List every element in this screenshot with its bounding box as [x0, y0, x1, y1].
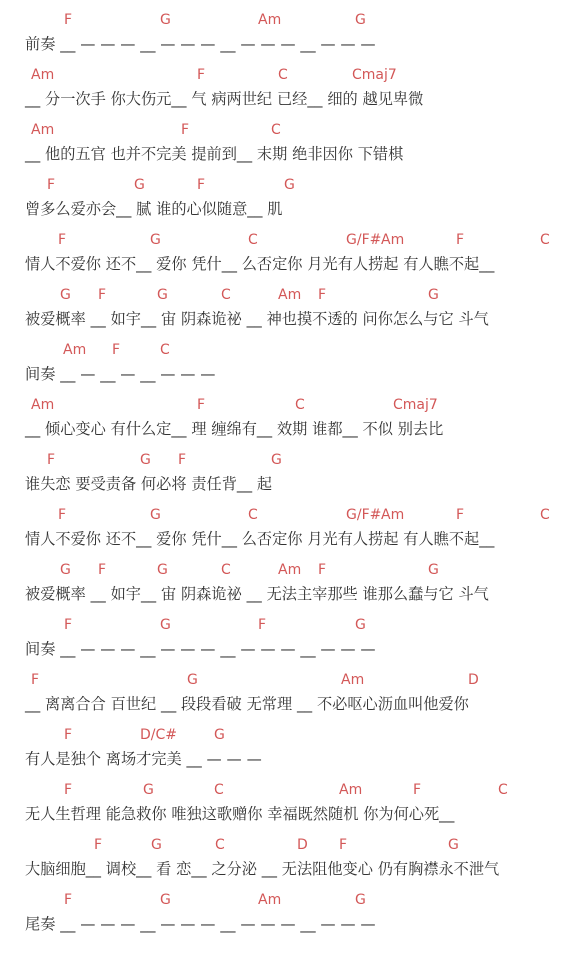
chord: G	[157, 562, 168, 578]
chord: Am	[278, 287, 302, 303]
chord: F	[64, 892, 73, 908]
chord: F	[98, 287, 107, 303]
chord: C	[214, 782, 224, 798]
chord: C	[248, 507, 258, 523]
song-line	[0, 617, 577, 672]
song-line	[0, 342, 577, 397]
chord: G	[428, 287, 439, 303]
lyric: 谁失恋 要受责备 何必将 责任背__ 起	[25, 475, 273, 493]
chord: G	[271, 452, 282, 468]
chord: F	[318, 287, 327, 303]
chord: C	[278, 67, 288, 83]
chord: F	[47, 177, 56, 193]
song-line	[0, 232, 577, 287]
lyric: 间奏 __ — __ — __ — — —	[25, 365, 216, 383]
chord: Am	[381, 232, 405, 248]
chord: D	[468, 672, 479, 688]
chord: Am	[258, 892, 282, 908]
song-line	[0, 727, 577, 782]
chord: C	[271, 122, 281, 138]
chord: F	[64, 727, 73, 743]
chord: F	[258, 617, 267, 633]
chord: Am	[339, 782, 363, 798]
chord: F	[339, 837, 348, 853]
lyric: 被爱概率 __ 如宇__ 宙 阴森诡祕 __ 神也摸不透的 问你怎么与它 斗气	[25, 310, 489, 328]
chord: Am	[341, 672, 365, 688]
chord: C	[540, 232, 550, 248]
chord: C	[160, 342, 170, 358]
lyric: __ 倾心变心 有什么定__ 理 缠绵有__ 效期 谁都__ 不似 别去比	[25, 420, 444, 438]
chord: G	[143, 782, 154, 798]
chord: G	[60, 562, 71, 578]
lyric: 尾奏 __ — — — __ — — — __ — — — __ — — —	[25, 915, 376, 933]
chord: F	[58, 232, 67, 248]
chord: G	[151, 837, 162, 853]
chord: G/F#	[346, 232, 382, 248]
song-line	[0, 122, 577, 177]
song-line	[0, 452, 577, 507]
song-line	[0, 177, 577, 232]
lyric: __ 离离合合 百世纪 __ 段段看破 无常理 __ 不必呕心沥血叫他爱你	[25, 695, 469, 713]
chord: G	[284, 177, 295, 193]
chord: C	[295, 397, 305, 413]
chord: F	[64, 782, 73, 798]
chord: F	[456, 507, 465, 523]
lyric: 前奏 __ — — — __ — — — __ — — — __ — — —	[25, 35, 376, 53]
chord: G	[187, 672, 198, 688]
lyric: 无人生哲理 能急救你 唯独这歌赠你 幸福既然随机 你为何心死__	[25, 805, 455, 823]
chord: G	[157, 287, 168, 303]
lyric: 情人不爱你 还不__ 爱你 凭什__ 么否定你 月光有人捞起 有人瞧不起__	[25, 530, 495, 548]
chord: Am	[31, 122, 55, 138]
chord: F	[456, 232, 465, 248]
chord: G	[214, 727, 225, 743]
chord: F	[31, 672, 40, 688]
chord: F	[98, 562, 107, 578]
chord: G	[60, 287, 71, 303]
chord: Am	[63, 342, 87, 358]
song-line	[0, 562, 577, 617]
lyric: 被爱概率 __ 如宇__ 宙 阴森诡祕 __ 无法主宰那些 谁那么蠢与它 斗气	[25, 585, 489, 603]
chord: F	[178, 452, 187, 468]
chord: F	[197, 397, 206, 413]
chord: F	[413, 782, 422, 798]
chord: D/C#	[140, 727, 178, 743]
chord: F	[64, 12, 73, 28]
chord: G	[355, 617, 366, 633]
chord: F	[47, 452, 56, 468]
chord: G	[134, 177, 145, 193]
chord: G	[355, 892, 366, 908]
chord: F	[112, 342, 121, 358]
chord: G	[160, 617, 171, 633]
chord: G/F#	[346, 507, 382, 523]
lyric: 间奏 __ — — — __ — — — __ — — — __ — — —	[25, 640, 376, 658]
chord: C	[221, 287, 231, 303]
chord: C	[215, 837, 225, 853]
song-line	[0, 507, 577, 562]
chord: Am	[278, 562, 302, 578]
chord: C	[221, 562, 231, 578]
song-line	[0, 782, 577, 837]
chord: Am	[381, 507, 405, 523]
chord: F	[197, 67, 206, 83]
chord: Am	[31, 397, 55, 413]
chord: F	[64, 617, 73, 633]
song-line	[0, 67, 577, 122]
chord: C	[248, 232, 258, 248]
chord: F	[58, 507, 67, 523]
chord: G	[160, 12, 171, 28]
song-line	[0, 672, 577, 727]
song-line	[0, 397, 577, 452]
chord: D	[297, 837, 308, 853]
lyric: __ 他的五官 也并不完美 提前到__ 末期 绝非因你 下错棋	[25, 145, 404, 163]
chord: G	[140, 452, 151, 468]
chord: F	[181, 122, 190, 138]
chord: G	[448, 837, 459, 853]
chord: G	[150, 507, 161, 523]
chord: Cmaj7	[393, 397, 438, 413]
lyric: 曾多么爱亦会__ 腻 谁的心似随意__ 肌	[25, 200, 283, 218]
chord: G	[150, 232, 161, 248]
chord: F	[197, 177, 206, 193]
lyric: 有人是独个 离场才完美 __ — — —	[25, 750, 262, 768]
chord: F	[318, 562, 327, 578]
chord: Am	[258, 12, 282, 28]
lyric: 大脑细胞__ 调校__ 看 恋__ 之分泌 __ 无法阻他变心 仍有胸襟永不泄气	[25, 860, 500, 878]
chord: G	[428, 562, 439, 578]
chord: C	[540, 507, 550, 523]
song-line	[0, 287, 577, 342]
song-line	[0, 12, 577, 67]
chord: C	[498, 782, 508, 798]
chord: Cmaj7	[352, 67, 397, 83]
lyric: 情人不爱你 还不__ 爱你 凭什__ 么否定你 月光有人捞起 有人瞧不起__	[25, 255, 495, 273]
chord: G	[355, 12, 366, 28]
chord: Am	[31, 67, 55, 83]
song-line	[0, 837, 577, 892]
chord: F	[94, 837, 103, 853]
chord: G	[160, 892, 171, 908]
lyric: __ 分一次手 你大伤元__ 气 病两世纪 已经__ 细的 越见卑微	[25, 90, 424, 108]
song-line	[0, 892, 577, 947]
